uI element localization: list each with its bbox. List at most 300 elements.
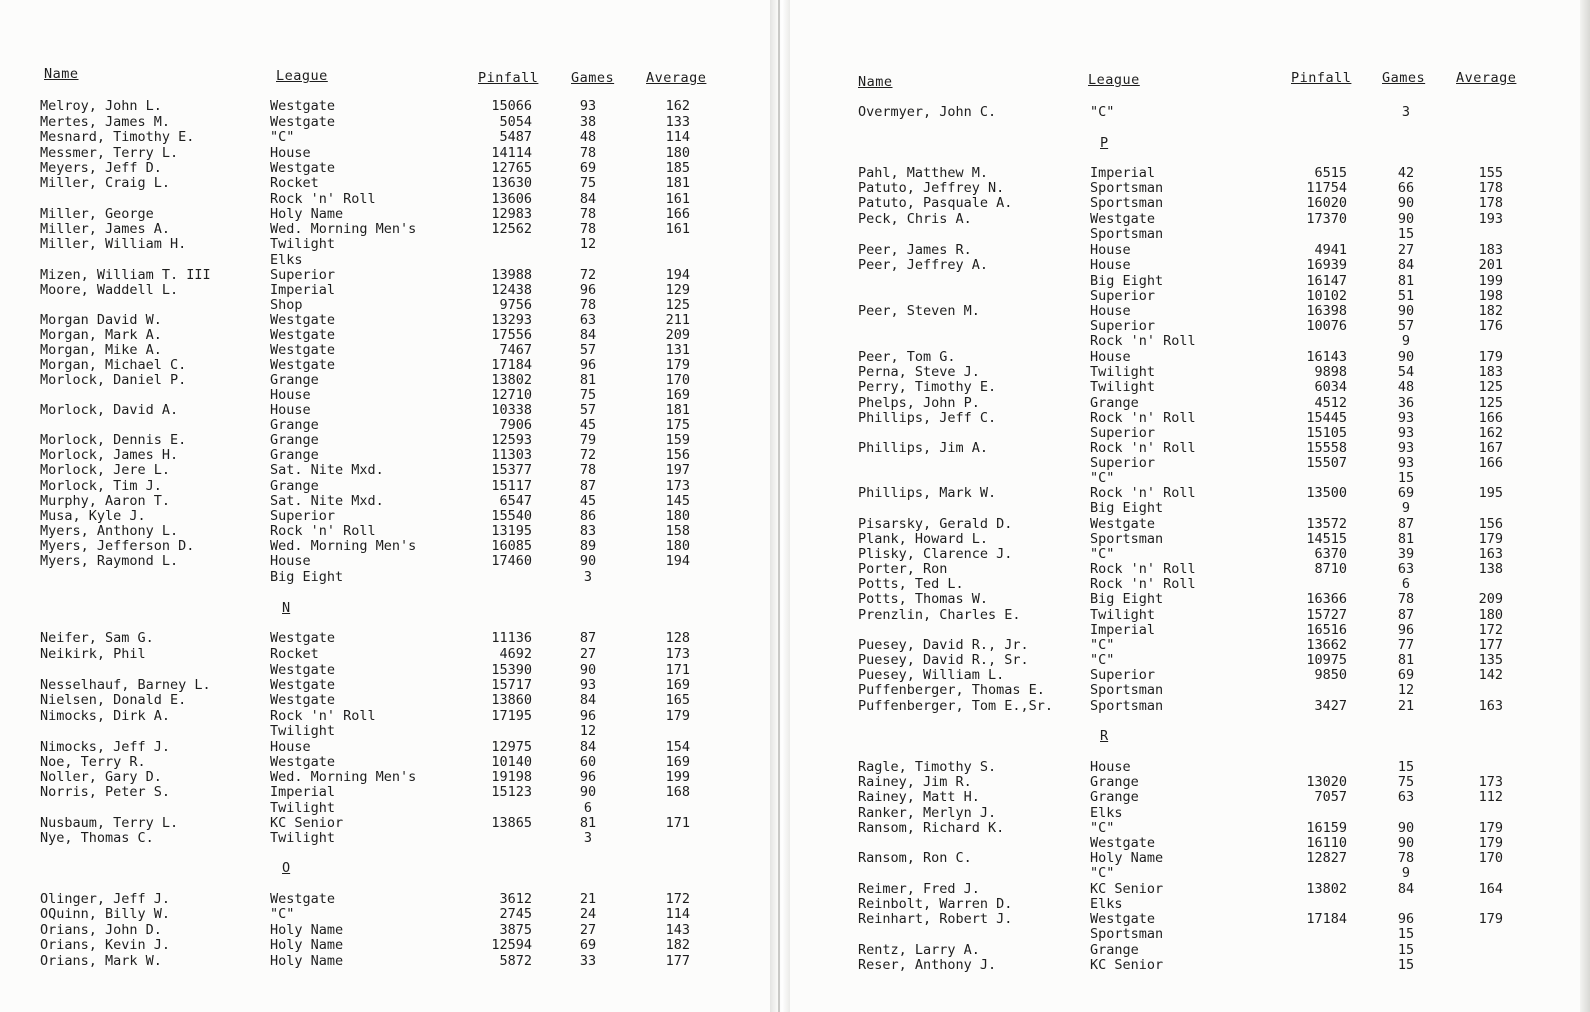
- bowler-name: Melroy, John L.: [40, 98, 162, 114]
- table-row: [0, 692, 770, 708]
- games-value: 81: [579, 372, 597, 388]
- pinfall-value: 13860: [491, 692, 532, 708]
- average-value: 169: [665, 677, 690, 693]
- table-row: [790, 485, 1580, 501]
- table-row: [790, 318, 1580, 334]
- league-name: Grange: [270, 372, 319, 388]
- table-row: [0, 569, 770, 585]
- bowler-name: Pahl, Matthew M.: [858, 165, 989, 181]
- table-row: [0, 630, 770, 646]
- table-row: [790, 273, 1580, 289]
- average-value: 114: [665, 906, 690, 922]
- league-name: Westgate: [1090, 835, 1156, 851]
- games-value: 72: [579, 447, 597, 463]
- page-edge: [1580, 0, 1590, 1012]
- pinfall-value: 16020: [1306, 195, 1347, 211]
- pinfall-value: 17195: [491, 708, 532, 724]
- bowler-name: Puesey, David R., Sr.: [858, 652, 1029, 668]
- average-value: 164: [1478, 881, 1503, 897]
- average-value: 125: [665, 297, 690, 313]
- pinfall-value: 6034: [1314, 379, 1347, 395]
- average-value: 162: [665, 98, 690, 114]
- pinfall-value: 9898: [1314, 364, 1347, 380]
- league-name: Holy Name: [270, 206, 344, 222]
- league-name: Sportsman: [1090, 195, 1164, 211]
- games-value: 9: [1401, 865, 1411, 881]
- pinfall-value: 13195: [491, 523, 532, 539]
- average-value: 180: [665, 538, 690, 554]
- league-name: House: [1090, 303, 1131, 319]
- games-value: 63: [1397, 561, 1415, 577]
- league-name: House: [270, 553, 311, 569]
- league-name: Superior: [1090, 318, 1156, 334]
- league-name: Twilight: [270, 830, 336, 846]
- average-value: 175: [665, 417, 690, 433]
- games-value: 75: [1397, 774, 1415, 790]
- league-name: Westgate: [1090, 911, 1156, 927]
- table-row: [790, 911, 1580, 927]
- bowler-name: Meyers, Jeff D.: [40, 160, 162, 176]
- table-row: [790, 410, 1580, 426]
- pinfall-value: 10102: [1306, 288, 1347, 304]
- bowler-name: Morlock, David A.: [40, 402, 179, 418]
- games-value: 78: [579, 145, 597, 161]
- bowler-name: Nimocks, Jeff J.: [40, 739, 171, 755]
- pinfall-value: 13606: [491, 191, 532, 207]
- table-row: [790, 607, 1580, 623]
- games-value: 45: [579, 417, 597, 433]
- header-league: League: [276, 68, 328, 84]
- games-value: 69: [579, 160, 597, 176]
- games-value: 69: [1397, 485, 1415, 501]
- table-row: [790, 470, 1580, 486]
- league-name: "C": [1090, 546, 1115, 562]
- table-row: [0, 922, 770, 938]
- league-name: House: [270, 402, 311, 418]
- table-row: [790, 364, 1580, 380]
- games-value: 84: [579, 327, 597, 343]
- table-row: [0, 160, 770, 176]
- average-value: 135: [1478, 652, 1503, 668]
- games-value: 24: [579, 906, 597, 922]
- games-value: 84: [1397, 881, 1415, 897]
- league-name: Sportsman: [1090, 226, 1164, 242]
- average-value: 138: [1478, 561, 1503, 577]
- league-name: Big Eight: [1090, 273, 1164, 289]
- games-value: 81: [1397, 652, 1415, 668]
- table-row: [790, 850, 1580, 866]
- league-name: Twilight: [1090, 379, 1156, 395]
- average-value: 162: [1478, 425, 1503, 441]
- table-row: [790, 622, 1580, 638]
- average-value: 114: [665, 129, 690, 145]
- bowler-name: Peer, Steven M.: [858, 303, 980, 319]
- table-row: [790, 165, 1580, 181]
- games-value: 81: [1397, 273, 1415, 289]
- table-row: [0, 815, 770, 831]
- table-row: [0, 523, 770, 539]
- games-value: 96: [579, 708, 597, 724]
- pinfall-value: 13500: [1306, 485, 1347, 501]
- header-average: Average: [1456, 70, 1517, 86]
- bowler-name: Reser, Anthony J.: [858, 957, 997, 973]
- league-name: Westgate: [270, 692, 336, 708]
- games-value: 81: [579, 815, 597, 831]
- games-value: 72: [579, 267, 597, 283]
- league-name: Grange: [270, 417, 319, 433]
- games-value: 87: [1397, 516, 1415, 532]
- league-name: Sportsman: [1090, 180, 1164, 196]
- bowler-name: Orians, Kevin J.: [40, 937, 171, 953]
- pinfall-value: 12975: [491, 739, 532, 755]
- games-value: 33: [579, 953, 597, 969]
- average-value: 194: [665, 267, 690, 283]
- bowler-name: Puesey, William L.: [858, 667, 1005, 683]
- league-name: Rocket: [270, 646, 319, 662]
- games-value: 84: [1397, 257, 1415, 273]
- pinfall-value: 15377: [491, 462, 532, 478]
- games-value: 3: [583, 569, 593, 585]
- bowler-name: Rainey, Jim R.: [858, 774, 972, 790]
- average-value: 169: [665, 387, 690, 403]
- table-row: [0, 312, 770, 328]
- table-row: [0, 282, 770, 298]
- league-name: Imperial: [1090, 165, 1156, 181]
- pinfall-value: 19198: [491, 769, 532, 785]
- league-name: Sat. Nite Mxd.: [270, 462, 384, 478]
- average-value: 179: [1478, 820, 1503, 836]
- games-value: 84: [579, 739, 597, 755]
- header-pinfall: Pinfall: [1291, 70, 1352, 86]
- table-row: [790, 531, 1580, 547]
- table-row: [790, 820, 1580, 836]
- average-value: 125: [1478, 379, 1503, 395]
- average-value: 167: [1478, 440, 1503, 456]
- bowler-name: Potts, Thomas W.: [858, 591, 989, 607]
- table-row: [790, 104, 1580, 120]
- league-name: Twilight: [270, 723, 336, 739]
- table-row: [790, 516, 1580, 532]
- pinfall-value: 15727: [1306, 607, 1347, 623]
- pinfall-value: 13020: [1306, 774, 1347, 790]
- pinfall-value: 12594: [491, 937, 532, 953]
- pinfall-value: 15445: [1306, 410, 1347, 426]
- league-name: Rock 'n' Roll: [270, 708, 376, 724]
- table-row: [0, 206, 770, 222]
- table-row: [790, 805, 1580, 821]
- games-value: 96: [579, 357, 597, 373]
- games-value: 78: [1397, 850, 1415, 866]
- league-name: Rock 'n' Roll: [1090, 561, 1196, 577]
- bowler-name: Plank, Howard L.: [858, 531, 989, 547]
- bowler-name: Nusbaum, Terry L.: [40, 815, 179, 831]
- games-value: 9: [1401, 333, 1411, 349]
- bowler-name: Reimer, Fred J.: [858, 881, 980, 897]
- bowler-name: Ransom, Ron C.: [858, 850, 972, 866]
- average-value: 166: [1478, 410, 1503, 426]
- league-name: Elks: [1090, 896, 1123, 912]
- table-row: [0, 114, 770, 130]
- league-name: Rock 'n' Roll: [1090, 333, 1196, 349]
- table-row: [790, 698, 1580, 714]
- league-name: "C": [1090, 652, 1115, 668]
- average-value: 128: [665, 630, 690, 646]
- league-name: Superior: [1090, 455, 1156, 471]
- pinfall-value: 13865: [491, 815, 532, 831]
- league-name: Westgate: [270, 312, 336, 328]
- league-name: KC Senior: [1090, 957, 1164, 973]
- table-row: [790, 349, 1580, 365]
- average-value: 156: [1478, 516, 1503, 532]
- games-value: 78: [1397, 591, 1415, 607]
- header-name: Name: [44, 66, 79, 82]
- average-value: 209: [1478, 591, 1503, 607]
- bowler-name: Norris, Peter S.: [40, 784, 171, 800]
- table-row: [0, 372, 770, 388]
- table-row: [790, 682, 1580, 698]
- pinfall-value: 12562: [491, 221, 532, 237]
- games-value: 9: [1401, 500, 1411, 516]
- bowler-name: Mesnard, Timothy E.: [40, 129, 195, 145]
- bowler-name: Morlock, James H.: [40, 447, 179, 463]
- average-value: 129: [665, 282, 690, 298]
- table-row: [0, 553, 770, 569]
- games-value: 69: [579, 937, 597, 953]
- league-name: Sat. Nite Mxd.: [270, 493, 384, 509]
- average-value: 177: [665, 953, 690, 969]
- table-row: [0, 236, 770, 252]
- average-value: 198: [1478, 288, 1503, 304]
- bowler-name: Nielsen, Donald E.: [40, 692, 187, 708]
- table-row: [0, 891, 770, 907]
- table-row: [0, 267, 770, 283]
- average-value: 194: [665, 553, 690, 569]
- average-value: 176: [1478, 318, 1503, 334]
- pinfall-value: 11136: [491, 630, 532, 646]
- pinfall-value: 17184: [1306, 911, 1347, 927]
- games-value: 81: [1397, 531, 1415, 547]
- games-value: 90: [579, 784, 597, 800]
- games-value: 78: [579, 221, 597, 237]
- average-value: 185: [665, 160, 690, 176]
- pinfall-value: 10076: [1306, 318, 1347, 334]
- average-value: 197: [665, 462, 690, 478]
- games-value: 15: [1397, 957, 1415, 973]
- games-value: 12: [579, 723, 597, 739]
- bowler-name: Morgan David W.: [40, 312, 162, 328]
- table-row: [0, 402, 770, 418]
- league-name: Rock 'n' Roll: [270, 523, 376, 539]
- league-name: Big Eight: [1090, 591, 1164, 607]
- header-games: Games: [571, 70, 615, 86]
- league-name: House: [1090, 242, 1131, 258]
- pinfall-value: 13293: [491, 312, 532, 328]
- league-name: Grange: [270, 478, 319, 494]
- table-row: [0, 830, 770, 846]
- league-name: Grange: [270, 447, 319, 463]
- bowler-name: Myers, Anthony L.: [40, 523, 179, 539]
- league-name: Holy Name: [270, 922, 344, 938]
- bowler-name: Puffenberger, Tom E.,Sr.: [858, 698, 1054, 714]
- bowler-name: Peer, James R.: [858, 242, 972, 258]
- league-name: Holy Name: [270, 953, 344, 969]
- pinfall-value: 13662: [1306, 637, 1347, 653]
- games-value: 96: [579, 282, 597, 298]
- pinfall-value: 16159: [1306, 820, 1347, 836]
- games-value: 15: [1397, 942, 1415, 958]
- average-value: 163: [1478, 698, 1503, 714]
- average-value: 171: [665, 662, 690, 678]
- bowler-name: Miller, William H.: [40, 236, 187, 252]
- games-value: 27: [579, 922, 597, 938]
- league-name: House: [1090, 257, 1131, 273]
- league-name: Rock 'n' Roll: [1090, 440, 1196, 456]
- pinfall-value: 17370: [1306, 211, 1347, 227]
- league-name: "C": [1090, 865, 1115, 881]
- league-name: Wed. Morning Men's: [270, 538, 417, 554]
- pinfall-value: 15558: [1306, 440, 1347, 456]
- table-row: [790, 957, 1580, 973]
- bowler-name: Peer, Jeffrey A.: [858, 257, 989, 273]
- table-row: [0, 739, 770, 755]
- pinfall-value: 16085: [491, 538, 532, 554]
- league-name: "C": [1090, 470, 1115, 486]
- league-name: Imperial: [1090, 622, 1156, 638]
- table-row: [0, 723, 770, 739]
- table-row: [0, 297, 770, 313]
- average-value: 179: [1478, 835, 1503, 851]
- table-row: [790, 759, 1580, 775]
- league-name: Sportsman: [1090, 682, 1164, 698]
- games-value: 93: [579, 677, 597, 693]
- average-value: 161: [665, 221, 690, 237]
- average-value: 173: [665, 478, 690, 494]
- games-value: 75: [579, 175, 597, 191]
- average-value: 131: [665, 342, 690, 358]
- bowler-name: Perna, Steve J.: [858, 364, 980, 380]
- games-value: 90: [1397, 835, 1415, 851]
- pinfall-value: 4692: [499, 646, 532, 662]
- games-value: 93: [579, 98, 597, 114]
- table-row: [0, 754, 770, 770]
- games-value: 21: [1397, 698, 1415, 714]
- bowler-name: Orians, Mark W.: [40, 953, 162, 969]
- bowler-name: Miller, James A.: [40, 221, 171, 237]
- average-value: 180: [665, 508, 690, 524]
- games-value: 89: [579, 538, 597, 554]
- average-value: 178: [1478, 180, 1503, 196]
- games-value: 3: [583, 830, 593, 846]
- pinfall-value: 12593: [491, 432, 532, 448]
- pinfall-value: 17556: [491, 327, 532, 343]
- table-row: [790, 926, 1580, 942]
- average-value: 211: [665, 312, 690, 328]
- league-name: Wed. Morning Men's: [270, 769, 417, 785]
- games-value: 15: [1397, 759, 1415, 775]
- bowler-name: Nimocks, Dirk A.: [40, 708, 171, 724]
- bowler-name: Peer, Tom G.: [858, 349, 956, 365]
- games-value: 12: [1397, 682, 1415, 698]
- bowler-name: Reinhart, Robert J.: [858, 911, 1013, 927]
- table-row: [790, 180, 1580, 196]
- pinfall-value: 16143: [1306, 349, 1347, 365]
- average-value: 201: [1478, 257, 1503, 273]
- games-value: 45: [579, 493, 597, 509]
- pinfall-value: 17184: [491, 357, 532, 373]
- average-value: 193: [1478, 211, 1503, 227]
- bowler-name: Rentz, Larry A.: [858, 942, 980, 958]
- pinfall-value: 3612: [499, 891, 532, 907]
- league-name: Twilight: [1090, 607, 1156, 623]
- pinfall-value: 12983: [491, 206, 532, 222]
- league-name: KC Senior: [270, 815, 344, 831]
- table-row: [790, 942, 1580, 958]
- league-name: Rocket: [270, 175, 319, 191]
- table-row: [790, 835, 1580, 851]
- bowler-name: Morlock, Dennis E.: [40, 432, 187, 448]
- average-value: 173: [665, 646, 690, 662]
- pinfall-value: 16516: [1306, 622, 1347, 638]
- table-row: [790, 195, 1580, 211]
- table-row: [0, 221, 770, 237]
- pinfall-value: 13572: [1306, 516, 1347, 532]
- table-row: [790, 257, 1580, 273]
- league-name: Rock 'n' Roll: [1090, 485, 1196, 501]
- games-value: 48: [579, 129, 597, 145]
- table-row: [0, 493, 770, 509]
- games-value: 51: [1397, 288, 1415, 304]
- pinfall-value: 4512: [1314, 395, 1347, 411]
- games-value: 93: [1397, 455, 1415, 471]
- bowler-name: Murphy, Aaron T.: [40, 493, 171, 509]
- league-name: Holy Name: [1090, 850, 1164, 866]
- table-row: [790, 395, 1580, 411]
- league-name: Westgate: [270, 891, 336, 907]
- pinfall-value: 14515: [1306, 531, 1347, 547]
- bowler-name: Ragle, Timothy S.: [858, 759, 997, 775]
- league-name: House: [1090, 759, 1131, 775]
- league-name: Westgate: [270, 342, 336, 358]
- bowler-name: Miller, George: [40, 206, 154, 222]
- league-name: Sportsman: [1090, 698, 1164, 714]
- league-name: Superior: [1090, 288, 1156, 304]
- games-value: 54: [1397, 364, 1415, 380]
- games-value: 90: [1397, 195, 1415, 211]
- pinfall-value: 6547: [499, 493, 532, 509]
- games-value: 15: [1397, 470, 1415, 486]
- games-value: 90: [1397, 211, 1415, 227]
- pinfall-value: 5054: [499, 114, 532, 130]
- pinfall-value: 16366: [1306, 591, 1347, 607]
- pinfall-value: 11754: [1306, 180, 1347, 196]
- bowler-name: OQuinn, Billy W.: [40, 906, 171, 922]
- average-value: 142: [1478, 667, 1503, 683]
- pinfall-value: 16939: [1306, 257, 1347, 273]
- table-row: [0, 175, 770, 191]
- league-name: Elks: [270, 252, 303, 268]
- table-row: [0, 342, 770, 358]
- average-value: 182: [665, 937, 690, 953]
- league-name: Shop: [270, 297, 303, 313]
- pinfall-value: 9756: [499, 297, 532, 313]
- games-value: 66: [1397, 180, 1415, 196]
- pinfall-value: 10975: [1306, 652, 1347, 668]
- league-name: Westgate: [270, 630, 336, 646]
- pinfall-value: 10140: [491, 754, 532, 770]
- league-name: Grange: [1090, 942, 1139, 958]
- games-value: 6: [583, 800, 593, 816]
- section-letter: R: [1100, 728, 1109, 744]
